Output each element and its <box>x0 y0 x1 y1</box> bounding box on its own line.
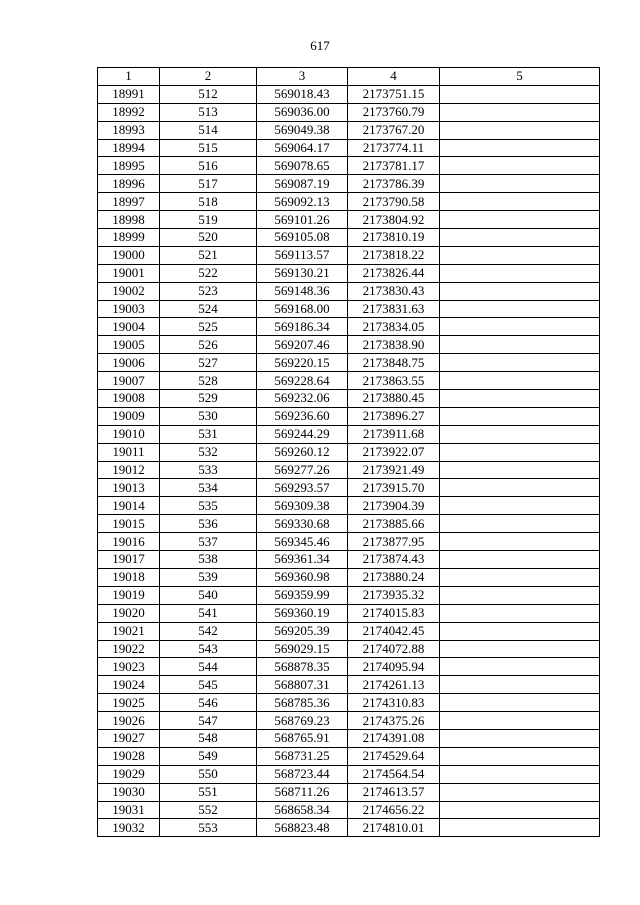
table-cell: 568731.25 <box>257 747 348 765</box>
table-cell <box>440 622 600 640</box>
table-cell: 19011 <box>98 443 160 461</box>
table-row <box>98 747 600 765</box>
table-cell <box>440 407 600 425</box>
table-row <box>98 85 600 103</box>
table-cell: 514 <box>160 121 257 139</box>
table-cell: 540 <box>160 586 257 604</box>
table-row <box>98 157 600 175</box>
table-row <box>98 354 600 372</box>
table-cell <box>440 604 600 622</box>
table-cell: 19012 <box>98 461 160 479</box>
coordinates-table <box>97 67 600 837</box>
table-cell: 2173838.90 <box>348 336 440 354</box>
table-row <box>98 229 600 247</box>
table-row <box>98 443 600 461</box>
table-row <box>98 568 600 586</box>
table-cell: 541 <box>160 604 257 622</box>
table-cell: 2174564.54 <box>348 765 440 783</box>
table-cell: 2173885.66 <box>348 515 440 533</box>
table-row <box>98 712 600 730</box>
table-cell: 546 <box>160 694 257 712</box>
table-cell: 18993 <box>98 121 160 139</box>
table-cell: 2173810.19 <box>348 229 440 247</box>
table-cell <box>440 336 600 354</box>
table-cell: 550 <box>160 765 257 783</box>
table-cell: 19031 <box>98 801 160 819</box>
table-row <box>98 479 600 497</box>
table-cell: 2174375.26 <box>348 712 440 730</box>
table-row <box>98 765 600 783</box>
table-body <box>98 85 600 836</box>
table-cell: 19025 <box>98 694 160 712</box>
table-cell: 2173877.95 <box>348 533 440 551</box>
table-cell: 2173834.05 <box>348 318 440 336</box>
table-cell: 515 <box>160 139 257 157</box>
table-cell: 551 <box>160 783 257 801</box>
column-header: 2 <box>160 68 257 86</box>
table-row <box>98 640 600 658</box>
table-cell: 2173880.45 <box>348 390 440 408</box>
table-cell: 2174391.08 <box>348 729 440 747</box>
table-cell: 2173760.79 <box>348 103 440 121</box>
table-cell: 19016 <box>98 533 160 551</box>
table-cell: 19002 <box>98 282 160 300</box>
table-cell <box>440 783 600 801</box>
table-cell: 521 <box>160 246 257 264</box>
table-cell <box>440 121 600 139</box>
column-header: 1 <box>98 68 160 86</box>
table-cell: 568823.48 <box>257 819 348 837</box>
table-cell: 2173786.39 <box>348 175 440 193</box>
table-row <box>98 676 600 694</box>
table-cell: 2174310.83 <box>348 694 440 712</box>
table-cell <box>440 354 600 372</box>
table-cell: 524 <box>160 300 257 318</box>
table-cell: 539 <box>160 568 257 586</box>
table-cell <box>440 819 600 837</box>
table-header-row <box>98 68 600 86</box>
table-cell: 569232.06 <box>257 390 348 408</box>
table-cell: 568807.31 <box>257 676 348 694</box>
table-cell <box>440 246 600 264</box>
table-cell: 525 <box>160 318 257 336</box>
table-row <box>98 103 600 121</box>
table-cell: 2173790.58 <box>348 193 440 211</box>
table-cell: 18991 <box>98 85 160 103</box>
table-cell <box>440 515 600 533</box>
column-header: 5 <box>440 68 600 86</box>
table-cell: 569293.57 <box>257 479 348 497</box>
table-cell: 18999 <box>98 229 160 247</box>
table-row <box>98 801 600 819</box>
table-cell: 569360.98 <box>257 568 348 586</box>
table-cell <box>440 229 600 247</box>
table-cell: 549 <box>160 747 257 765</box>
table-cell: 19001 <box>98 264 160 282</box>
table-cell <box>440 282 600 300</box>
table-cell <box>440 211 600 229</box>
table-cell: 536 <box>160 515 257 533</box>
table-row <box>98 533 600 551</box>
table-cell: 523 <box>160 282 257 300</box>
table-cell: 2173935.32 <box>348 586 440 604</box>
table-cell <box>440 765 600 783</box>
table-cell: 2174015.83 <box>348 604 440 622</box>
table-cell: 19024 <box>98 676 160 694</box>
table-cell: 569205.39 <box>257 622 348 640</box>
table-cell: 569186.34 <box>257 318 348 336</box>
table-cell: 548 <box>160 729 257 747</box>
table-cell: 568785.36 <box>257 694 348 712</box>
table-row <box>98 694 600 712</box>
table-cell: 19005 <box>98 336 160 354</box>
table-cell: 2173826.44 <box>348 264 440 282</box>
table-cell: 18998 <box>98 211 160 229</box>
table-cell: 569092.13 <box>257 193 348 211</box>
table-cell: 2173781.17 <box>348 157 440 175</box>
table-cell: 2173818.22 <box>348 246 440 264</box>
table-cell: 19027 <box>98 729 160 747</box>
table-cell: 2174042.45 <box>348 622 440 640</box>
table-cell: 2174613.57 <box>348 783 440 801</box>
table-cell: 19008 <box>98 390 160 408</box>
table-cell: 2173831.63 <box>348 300 440 318</box>
table-cell <box>440 658 600 676</box>
table-cell: 2173896.27 <box>348 407 440 425</box>
table-cell: 534 <box>160 479 257 497</box>
table-cell: 569345.46 <box>257 533 348 551</box>
table-cell <box>440 103 600 121</box>
table-cell: 19018 <box>98 568 160 586</box>
table-row <box>98 211 600 229</box>
table-cell: 19017 <box>98 551 160 569</box>
table-cell: 569309.38 <box>257 497 348 515</box>
table-cell: 2173880.24 <box>348 568 440 586</box>
table-cell: 19015 <box>98 515 160 533</box>
table-cell <box>440 479 600 497</box>
table-cell: 522 <box>160 264 257 282</box>
table-row <box>98 282 600 300</box>
table-cell: 19006 <box>98 354 160 372</box>
table-cell: 2173804.92 <box>348 211 440 229</box>
table-row <box>98 783 600 801</box>
table-cell: 569361.34 <box>257 551 348 569</box>
table-row <box>98 336 600 354</box>
table-cell: 533 <box>160 461 257 479</box>
table-cell: 544 <box>160 658 257 676</box>
table-cell: 19003 <box>98 300 160 318</box>
table-cell: 520 <box>160 229 257 247</box>
table-cell: 569029.15 <box>257 640 348 658</box>
table-cell: 569105.08 <box>257 229 348 247</box>
table-cell <box>440 390 600 408</box>
table-cell: 532 <box>160 443 257 461</box>
table-cell: 569360.19 <box>257 604 348 622</box>
table-cell <box>440 729 600 747</box>
table-cell <box>440 300 600 318</box>
table-cell <box>440 157 600 175</box>
table-cell: 569168.00 <box>257 300 348 318</box>
table-cell: 568769.23 <box>257 712 348 730</box>
table-cell: 19009 <box>98 407 160 425</box>
table-cell <box>440 139 600 157</box>
table-cell: 517 <box>160 175 257 193</box>
table-row <box>98 407 600 425</box>
table-cell <box>440 712 600 730</box>
table-cell: 19029 <box>98 765 160 783</box>
table-cell <box>440 193 600 211</box>
table-cell: 19032 <box>98 819 160 837</box>
table-cell: 569078.65 <box>257 157 348 175</box>
table-cell: 569207.46 <box>257 336 348 354</box>
table-cell: 518 <box>160 193 257 211</box>
table-cell: 19019 <box>98 586 160 604</box>
table-cell: 542 <box>160 622 257 640</box>
table-row <box>98 658 600 676</box>
table-row <box>98 121 600 139</box>
table-cell: 528 <box>160 372 257 390</box>
table-cell: 569359.99 <box>257 586 348 604</box>
table-cell <box>440 551 600 569</box>
table-cell: 568723.44 <box>257 765 348 783</box>
table-cell: 569236.60 <box>257 407 348 425</box>
table-cell: 2174261.13 <box>348 676 440 694</box>
table-row <box>98 246 600 264</box>
table-cell: 2173774.11 <box>348 139 440 157</box>
table-row <box>98 390 600 408</box>
table-cell: 2174810.01 <box>348 819 440 837</box>
table-cell: 513 <box>160 103 257 121</box>
table-cell: 2173767.20 <box>348 121 440 139</box>
table-cell: 19000 <box>98 246 160 264</box>
table-cell: 527 <box>160 354 257 372</box>
table-cell: 568878.35 <box>257 658 348 676</box>
table-row <box>98 604 600 622</box>
table-row <box>98 551 600 569</box>
table-cell: 568711.26 <box>257 783 348 801</box>
table-cell: 19028 <box>98 747 160 765</box>
table-cell: 2173863.55 <box>348 372 440 390</box>
table-cell: 569018.43 <box>257 85 348 103</box>
table-cell: 553 <box>160 819 257 837</box>
table-cell: 2174656.22 <box>348 801 440 819</box>
table-cell: 2173874.43 <box>348 551 440 569</box>
table-cell: 569220.15 <box>257 354 348 372</box>
table-cell: 18996 <box>98 175 160 193</box>
table-cell: 568658.34 <box>257 801 348 819</box>
table-cell: 569277.26 <box>257 461 348 479</box>
table-cell: 543 <box>160 640 257 658</box>
table-row <box>98 622 600 640</box>
table-cell: 2173915.70 <box>348 479 440 497</box>
table-cell: 19004 <box>98 318 160 336</box>
table-cell: 2174072.88 <box>348 640 440 658</box>
table-cell: 516 <box>160 157 257 175</box>
table-row <box>98 425 600 443</box>
table-cell: 2173830.43 <box>348 282 440 300</box>
table-cell: 2173922.07 <box>348 443 440 461</box>
table-cell <box>440 175 600 193</box>
table-cell: 569113.57 <box>257 246 348 264</box>
table-cell <box>440 372 600 390</box>
table-cell: 538 <box>160 551 257 569</box>
table-row <box>98 300 600 318</box>
table-row <box>98 372 600 390</box>
table-cell: 18995 <box>98 157 160 175</box>
table-cell <box>440 694 600 712</box>
table-cell: 19007 <box>98 372 160 390</box>
table-cell: 2173848.75 <box>348 354 440 372</box>
table-cell: 569101.26 <box>257 211 348 229</box>
table-cell: 535 <box>160 497 257 515</box>
table-cell: 2174095.94 <box>348 658 440 676</box>
table-cell: 519 <box>160 211 257 229</box>
table-cell: 18992 <box>98 103 160 121</box>
table-cell: 526 <box>160 336 257 354</box>
table-row <box>98 318 600 336</box>
table-row <box>98 729 600 747</box>
table-row <box>98 586 600 604</box>
table-cell <box>440 568 600 586</box>
table-cell: 569087.19 <box>257 175 348 193</box>
table-cell: 569064.17 <box>257 139 348 157</box>
table-cell: 529 <box>160 390 257 408</box>
table-cell <box>440 497 600 515</box>
table-cell: 545 <box>160 676 257 694</box>
table-cell <box>440 85 600 103</box>
table-cell: 19014 <box>98 497 160 515</box>
table-cell: 530 <box>160 407 257 425</box>
table-row <box>98 515 600 533</box>
table-row <box>98 175 600 193</box>
table-cell: 537 <box>160 533 257 551</box>
table-cell: 531 <box>160 425 257 443</box>
table-cell: 19020 <box>98 604 160 622</box>
table-cell <box>440 461 600 479</box>
table-cell <box>440 264 600 282</box>
table-row <box>98 264 600 282</box>
column-header: 3 <box>257 68 348 86</box>
table-row <box>98 819 600 837</box>
table-cell <box>440 586 600 604</box>
table-cell: 19022 <box>98 640 160 658</box>
table-cell <box>440 640 600 658</box>
table-cell: 2174529.64 <box>348 747 440 765</box>
page-number: 617 <box>310 38 330 53</box>
table-cell: 18994 <box>98 139 160 157</box>
column-header: 4 <box>348 68 440 86</box>
table-cell: 569130.21 <box>257 264 348 282</box>
table-cell: 2173904.39 <box>348 497 440 515</box>
table-cell: 547 <box>160 712 257 730</box>
table-cell: 19010 <box>98 425 160 443</box>
table-cell: 512 <box>160 85 257 103</box>
table-row <box>98 497 600 515</box>
table-cell: 569260.12 <box>257 443 348 461</box>
table-cell: 569330.68 <box>257 515 348 533</box>
table-row <box>98 461 600 479</box>
table-cell: 19013 <box>98 479 160 497</box>
table-cell <box>440 747 600 765</box>
table-cell: 2173921.49 <box>348 461 440 479</box>
table-cell <box>440 443 600 461</box>
table-cell: 569148.36 <box>257 282 348 300</box>
table-cell: 568765.91 <box>257 729 348 747</box>
table-cell: 569036.00 <box>257 103 348 121</box>
table-cell: 569228.64 <box>257 372 348 390</box>
table-cell <box>440 425 600 443</box>
table-row <box>98 139 600 157</box>
table-row <box>98 193 600 211</box>
table-cell <box>440 533 600 551</box>
table-cell: 569049.38 <box>257 121 348 139</box>
table-cell <box>440 801 600 819</box>
table-cell <box>440 318 600 336</box>
table-cell: 18997 <box>98 193 160 211</box>
table-cell <box>440 676 600 694</box>
table-cell: 569244.29 <box>257 425 348 443</box>
table-cell: 552 <box>160 801 257 819</box>
table-cell: 19026 <box>98 712 160 730</box>
table-cell: 19023 <box>98 658 160 676</box>
table-cell: 2173751.15 <box>348 85 440 103</box>
table-cell: 19030 <box>98 783 160 801</box>
table-cell: 19021 <box>98 622 160 640</box>
table-cell: 2173911.68 <box>348 425 440 443</box>
